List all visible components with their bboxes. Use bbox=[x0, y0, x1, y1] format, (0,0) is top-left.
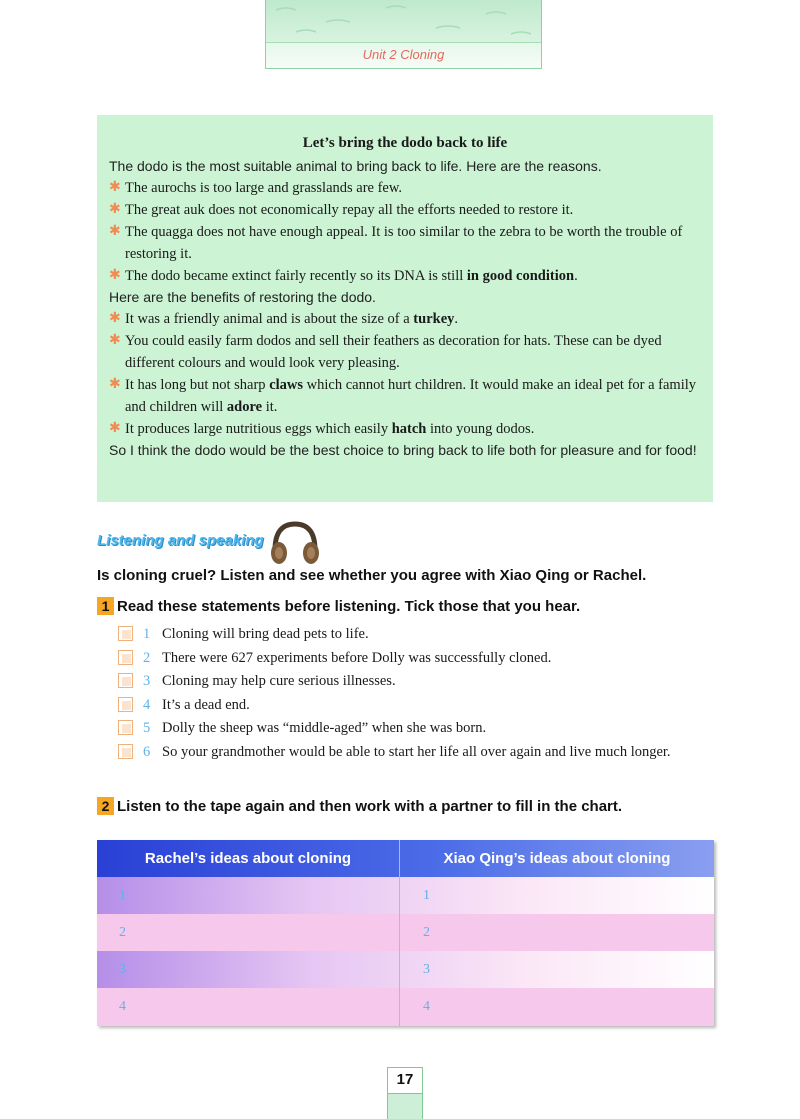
statement-item: 1 Cloning will bring dead pets to life. bbox=[118, 625, 718, 649]
reading-passage-box bbox=[97, 115, 713, 502]
section-label: Listening and speaking bbox=[97, 532, 264, 549]
reading-intro: The dodo is the most suitable animal to bring back to life. Here are the reasons. bbox=[109, 158, 602, 174]
column-header-rachel: Rachel’s ideas about cloning bbox=[144, 850, 352, 867]
column-header-xiao-qing: Xiao Qing’s ideas about cloning bbox=[443, 850, 671, 867]
statement-list bbox=[118, 625, 718, 766]
row-number-right: 1 bbox=[423, 888, 430, 903]
chart-row bbox=[97, 877, 714, 914]
row-number-right: 4 bbox=[423, 999, 430, 1014]
chart-row bbox=[97, 988, 714, 1026]
headphones-icon bbox=[267, 520, 323, 570]
tick-checkbox[interactable] bbox=[118, 697, 133, 712]
reason-item: ✱ The great auk does not economically repay all the efforts needed to restore it. bbox=[109, 199, 701, 221]
tick-checkbox[interactable] bbox=[118, 650, 133, 665]
chart-header-row bbox=[97, 840, 714, 877]
benefits-intro: Here are the benefits of restoring the dodo. bbox=[109, 289, 376, 305]
task2-instruction: 2 Listen to the tape again and then work with a partner to fill in the chart. bbox=[97, 797, 622, 815]
benefit-item: ✱ It produces large nutritious eggs which easily hatch into young dodos. bbox=[109, 418, 701, 440]
page-number: 17 bbox=[396, 1071, 414, 1088]
task-number-badge: 2 bbox=[97, 797, 114, 815]
reason-item: ✱ The quagga does not have enough appeal. It is too similar to the zebra to be worth the trouble of restoring it. bbox=[109, 221, 701, 265]
wave-pattern-icon bbox=[266, 0, 541, 42]
star-bullet-icon: ✱ bbox=[109, 202, 121, 217]
star-bullet-icon: ✱ bbox=[109, 311, 121, 326]
tick-checkbox[interactable] bbox=[118, 744, 133, 759]
statement-item: 3 Cloning may help cure serious illnesses. bbox=[118, 672, 718, 696]
star-bullet-icon: ✱ bbox=[109, 421, 121, 436]
benefit-item: ✱ It has long but not sharp claws which cannot hurt children. It would make an ideal pet for a family and children will adore it. bbox=[109, 374, 701, 418]
row-number-right: 3 bbox=[423, 962, 430, 977]
reason-item: ✱ The aurochs is too large and grasslands are few. bbox=[109, 177, 701, 199]
question-prompt: Is cloning cruel? Listen and see whether you agree with Xiao Qing or Rachel. bbox=[97, 567, 647, 584]
tick-checkbox[interactable] bbox=[118, 720, 133, 735]
row-number-left: 3 bbox=[119, 962, 126, 977]
page-number-tab bbox=[387, 1067, 423, 1119]
unit-header-tab bbox=[265, 0, 542, 69]
star-bullet-icon: ✱ bbox=[109, 180, 121, 195]
section-header bbox=[97, 520, 497, 565]
tick-checkbox[interactable] bbox=[118, 626, 133, 641]
chart-row bbox=[97, 914, 714, 951]
ideas-chart bbox=[97, 840, 714, 1026]
row-number-left: 1 bbox=[119, 888, 126, 903]
reading-conclusion: So I think the dodo would be the best choice to bring back to life both for pleasure and for food! bbox=[109, 442, 697, 458]
chart-row bbox=[97, 951, 714, 988]
header-wave-decoration bbox=[266, 0, 541, 43]
reading-title: Let’s bring the dodo back to life bbox=[302, 135, 508, 151]
reason-item: ✱ The dodo became extinct fairly recently so its DNA is still in good condition. bbox=[109, 265, 701, 287]
benefit-item: ✱ It was a friendly animal and is about the size of a turkey. bbox=[109, 308, 701, 330]
statement-item: 2 There were 627 experiments before Dolly was successfully cloned. bbox=[118, 649, 718, 673]
star-bullet-icon: ✱ bbox=[109, 377, 121, 392]
row-number-right: 2 bbox=[423, 925, 430, 940]
task1-instruction: 1 Read these statements before listening. Tick those that you hear. bbox=[97, 597, 580, 615]
benefit-item: ✱ You could easily farm dodos and sell their feathers as decoration for hats. These can be dyed different colours and would look very pleasing. bbox=[109, 330, 701, 374]
statement-item: 5 Dolly the sheep was “middle-aged” when she was born. bbox=[118, 719, 718, 743]
column-divider bbox=[399, 840, 400, 1026]
unit-title: Unit 2 Cloning bbox=[362, 47, 445, 62]
row-number-left: 2 bbox=[119, 925, 126, 940]
task-number-badge: 1 bbox=[97, 597, 114, 615]
row-number-left: 4 bbox=[119, 999, 126, 1014]
statement-item: 4 It’s a dead end. bbox=[118, 696, 718, 720]
star-bullet-icon: ✱ bbox=[109, 224, 121, 239]
star-bullet-icon: ✱ bbox=[109, 333, 121, 348]
tick-checkbox[interactable] bbox=[118, 673, 133, 688]
star-bullet-icon: ✱ bbox=[109, 268, 121, 283]
statement-item: 6 So your grandmother would be able to start her life all over again and live much longer. bbox=[118, 743, 718, 767]
